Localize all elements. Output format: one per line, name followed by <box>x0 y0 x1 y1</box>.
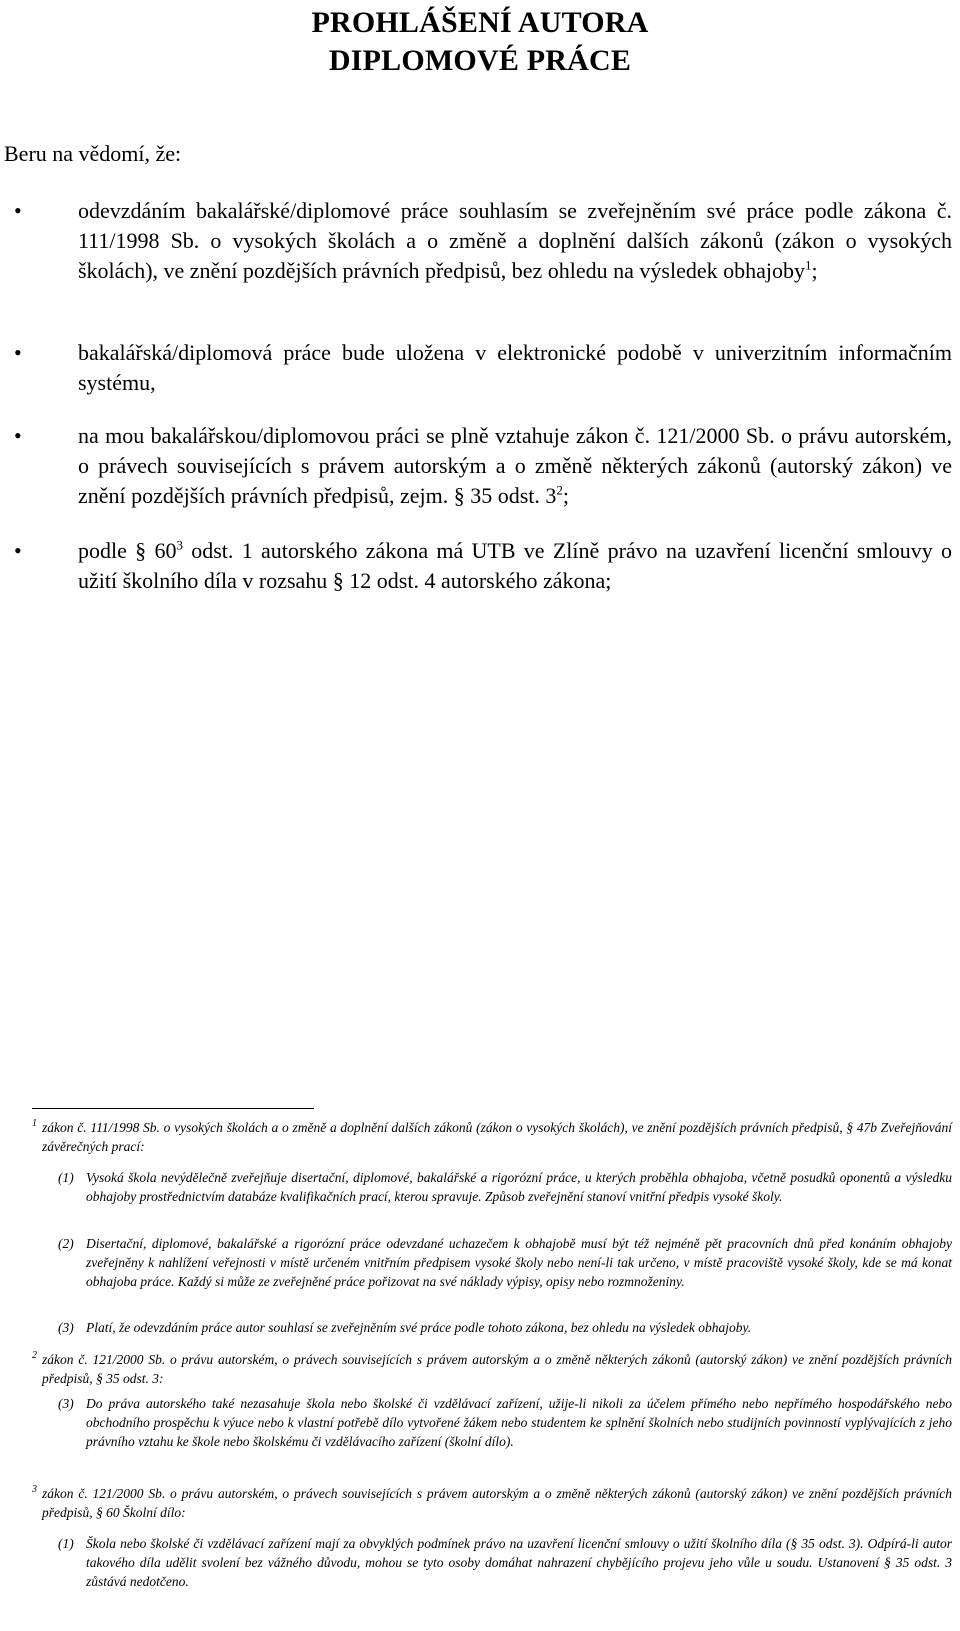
item-text: bakalářská/diplomová práce bude uložena v elektronické podobě v univerzitním informačním systému, <box>78 340 952 395</box>
footnote-separator <box>32 1108 314 1109</box>
footnote-2-number: 2 <box>32 1350 37 1361</box>
footnote-item-text: Vysoká škola nevýdělečně zveřejňuje disertační, diplomové, bakalářské a rigorózní práce, u kterých proběhla obhajoba, včetně posudků oponentů a výsledku obhajoby prostřednictvím databáze kvalifikačních prací, kterou spravuje. Způsob zveřejnění stanoví vnitřní předpis vysoké školy. <box>86 1170 952 1204</box>
footnote-item-text: Platí, že odevzdáním práce autor souhlasí se zveřejněním své práce podle tohoto zákona, bez ohledu na výsledek obhajoby. <box>86 1320 752 1335</box>
footnote-1-heading <box>32 1118 952 1156</box>
item-text-end: ; <box>811 258 818 283</box>
footnote-item-text: Škola nebo školské či vzdělávací zařízení mají za obvyklých podmínek právo na uzavření licenční smlouvy o užití školního díla (§ 35 odst. 3). Odpírá-li autor takového díla udělit svolení bez vážného důvodu, mohou se tyto osoby domáhat nahrazení chybějícího projevu jeho vůle u soudu. Ustanovení § 35 odst. 3 zůstává nedotčeno. <box>86 1536 952 1589</box>
item-text: odevzdáním bakalářské/diplomové práce souhlasím se zveřejněním své práce podle zákona č. 111/1998 Sb. o vysokých školách a o změně a doplnění dalších zákonů (zákon o vysokých školách), ve znění pozdějších právních předpisů, bez ohledu na výsledek obhajoby <box>78 198 952 283</box>
footnote-item-index: (2) <box>58 1236 74 1251</box>
footnote-2-heading <box>32 1350 952 1388</box>
intro-text: Beru na vědomí, že: <box>4 141 182 166</box>
title-line-2: DIPLOMOVÉ PRÁCE <box>328 44 632 77</box>
footnote-1-item-2 <box>58 1234 952 1291</box>
footnote-item-index: (1) <box>58 1170 74 1185</box>
footnote-item-index: (3) <box>58 1396 74 1411</box>
item-text: podle § 60 <box>78 538 177 563</box>
footnote-item-text: Do práva autorského také nezasahuje škola nebo školské či vzdělávací zařízení, užije-li nikoli za účelem přímého nebo nepřímého hospodářského nebo obchodního prospěchu k výuce nebo k vlastní potřebě dílo vytvořené žákem nebo studentem ke splnění školních nebo studijních povinností vyplývajících z jeho právního vztahu ke škole nebo školskému či vzdělávacího zařízení (školní dílo). <box>86 1396 952 1449</box>
footnote-3-heading <box>32 1484 952 1522</box>
footnote-3-text: zákon č. 121/2000 Sb. o právu autorském, o právech souvisejících s právem autorským a o změně některých zákonů (autorský zákon) ve znění pozdějších právních předpisů, § 60 Školní dílo: <box>42 1486 952 1520</box>
item-text-end: ; <box>562 483 570 508</box>
footnote-ref-3: 3 <box>176 537 183 553</box>
footnote-ref-1: 1 <box>805 257 812 273</box>
footnote-2-text: zákon č. 121/2000 Sb. o právu autorském, o právech souvisejících s právem autorským a o změně některých zákonů (autorský zákon) ve znění pozdějších právních předpisů, § 35 odst. 3: <box>42 1352 952 1386</box>
footnote-2-item-1 <box>58 1394 952 1451</box>
footnote-1-number: 1 <box>32 1118 37 1129</box>
bullet-icon: • <box>14 423 22 448</box>
footnote-ref-2: 2 <box>556 482 563 498</box>
footnote-3-number: 3 <box>32 1484 37 1495</box>
title-line-1: PROHLÁŠENÍ AUTORA <box>311 6 649 39</box>
item-text: na mou bakalářskou/diplomovou práci se plně vztahuje zákon č. 121/2000 Sb. o právu autorském, o právech souvisejících s právem autorským a o změně některých zákonů (autorský zákon) ve znění pozdějších právních předpisů, zejm. § 35 odst. 3 <box>78 423 952 508</box>
item-text-end: odst. 1 autorského zákona má UTB ve Zlíně právo na uzavření licenční smlouvy o užití školního díla v rozsahu § 12 odst. 4 autorského zákona; <box>78 538 952 593</box>
bullet-icon: • <box>14 538 22 563</box>
list-item-electronic-storage <box>14 338 952 398</box>
footnote-item-index: (3) <box>58 1320 74 1335</box>
footnote-1-item-3 <box>58 1318 952 1337</box>
footnote-3-item-1 <box>58 1534 952 1591</box>
bullet-icon: • <box>14 198 22 223</box>
list-item-publication-consent <box>14 196 952 286</box>
bullet-icon: • <box>14 340 22 365</box>
footnote-item-text: Disertační, diplomové, bakalářské a rigorózní práce odevzdané uchazečem k obhajobě musí být též nejméně pět pracovních dnů před konáním obhajoby zveřejněny k nahlížení veřejnosti v místě určeném vnitřním předpisem vysoké školy nebo není-li tak určeno, v místě pracoviště vysoké školy, kde se má konat obhajoba práce. Každý si může ze zveřejněné práce pořizovat na své náklady výpisy, opisy nebo rozmnoženiny. <box>86 1236 952 1289</box>
footnote-1-text: zákon č. 111/1998 Sb. o vysokých školách a o změně a doplnění dalších zákonů (zákon o vysokých školách), ve znění pozdějších právních předpisů, § 47b Zveřejňování závěrečných prací: <box>42 1120 952 1154</box>
footnote-item-index: (1) <box>58 1536 74 1551</box>
list-item-copyright-law <box>14 421 952 511</box>
list-item-license-right <box>14 536 952 596</box>
footnote-1-item-1 <box>58 1168 952 1206</box>
